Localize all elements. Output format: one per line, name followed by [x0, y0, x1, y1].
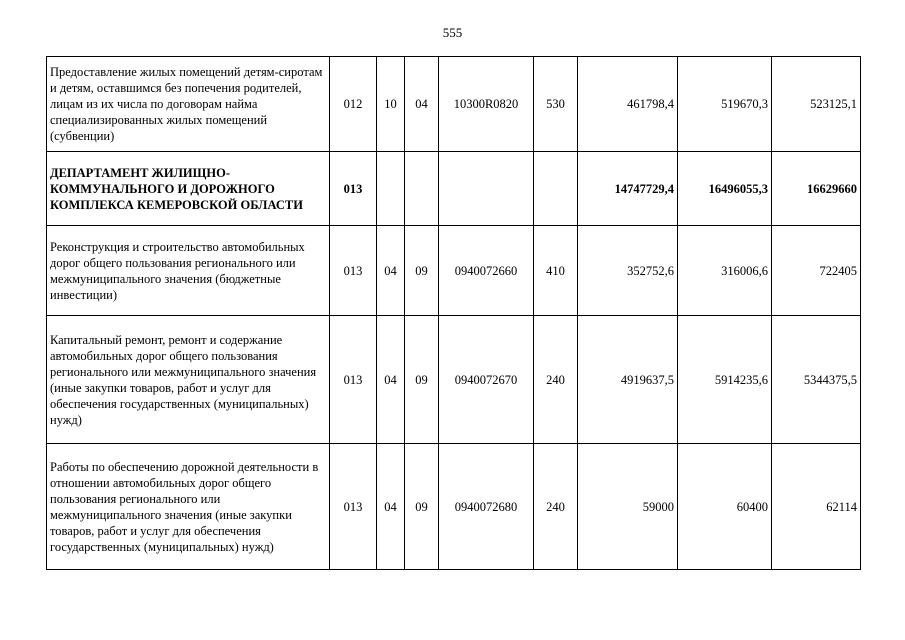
- amount-year3-cell: 16629660: [772, 152, 861, 226]
- amount-year1-cell: 59000: [578, 444, 678, 570]
- amount-year2-cell: 16496055,3: [678, 152, 772, 226]
- expense-type-cell: 240: [534, 316, 578, 444]
- ministry-code-cell: 013: [330, 316, 377, 444]
- amount-year2-cell: 60400: [678, 444, 772, 570]
- section-code-cell: 10: [377, 57, 405, 152]
- target-article-cell: 0940072660: [439, 226, 534, 316]
- table-row: [47, 57, 861, 152]
- target-article-cell: 0940072670: [439, 316, 534, 444]
- amount-year1-cell: 14747729,4: [578, 152, 678, 226]
- row-name-cell: Работы по обеспечению дорожной деятельности в отношении автомобильных дорог общего пользования регионального или межмуниципального значения (иные закупки товаров, работ и услуг для обеспечения государственных (муниципальных) нужд): [47, 444, 330, 570]
- amount-year1-cell: 4919637,5: [578, 316, 678, 444]
- subsection-code-cell: 09: [405, 444, 439, 570]
- amount-year1-cell: 352752,6: [578, 226, 678, 316]
- section-code-cell: [377, 152, 405, 226]
- row-name-cell: Капитальный ремонт, ремонт и содержание автомобильных дорог общего пользования регионального или межмуниципального значения (иные закупки товаров, работ и услуг для обеспечения государственных (муниципальных) нужд): [47, 316, 330, 444]
- budget-table: [46, 56, 861, 570]
- expense-type-cell: 240: [534, 444, 578, 570]
- amount-year3-cell: 5344375,5: [772, 316, 861, 444]
- subsection-code-cell: 09: [405, 226, 439, 316]
- section-code-cell: 04: [377, 444, 405, 570]
- subsection-code-cell: 09: [405, 316, 439, 444]
- target-article-cell: 10300R0820: [439, 57, 534, 152]
- row-name-cell: Предоставление жилых помещений детям-сиротам и детям, оставшимся без попечения родителей, лицам из их числа по договорам найма специализированных жилых помещений (субвенции): [47, 57, 330, 152]
- amount-year3-cell: 722405: [772, 226, 861, 316]
- row-name-cell: Реконструкция и строительство автомобильных дорог общего пользования регионального или межмуниципального значения (бюджетные инвестиции): [47, 226, 330, 316]
- table-row: [47, 316, 861, 444]
- ministry-code-cell: 013: [330, 152, 377, 226]
- amount-year2-cell: 316006,6: [678, 226, 772, 316]
- amount-year2-cell: 5914235,6: [678, 316, 772, 444]
- amount-year3-cell: 523125,1: [772, 57, 861, 152]
- section-code-cell: 04: [377, 226, 405, 316]
- table-row: [47, 444, 861, 570]
- ministry-code-cell: 013: [330, 226, 377, 316]
- amount-year2-cell: 519670,3: [678, 57, 772, 152]
- expense-type-cell: 530: [534, 57, 578, 152]
- target-article-cell: 0940072680: [439, 444, 534, 570]
- expense-type-cell: 410: [534, 226, 578, 316]
- page-number: 555: [442, 25, 463, 40]
- expense-type-cell: [534, 152, 578, 226]
- table-row: [47, 226, 861, 316]
- section-code-cell: 04: [377, 316, 405, 444]
- subsection-code-cell: 04: [405, 57, 439, 152]
- ministry-code-cell: 013: [330, 444, 377, 570]
- row-name-cell: ДЕПАРТАМЕНТ ЖИЛИЩНО-КОММУНАЛЬНОГО И ДОРОЖНОГО КОМПЛЕКСА КЕМЕРОВСКОЙ ОБЛАСТИ: [47, 152, 330, 226]
- table-row: [47, 152, 861, 226]
- amount-year1-cell: 461798,4: [578, 57, 678, 152]
- amount-year3-cell: 62114: [772, 444, 861, 570]
- ministry-code-cell: 012: [330, 57, 377, 152]
- subsection-code-cell: [405, 152, 439, 226]
- target-article-cell: [439, 152, 534, 226]
